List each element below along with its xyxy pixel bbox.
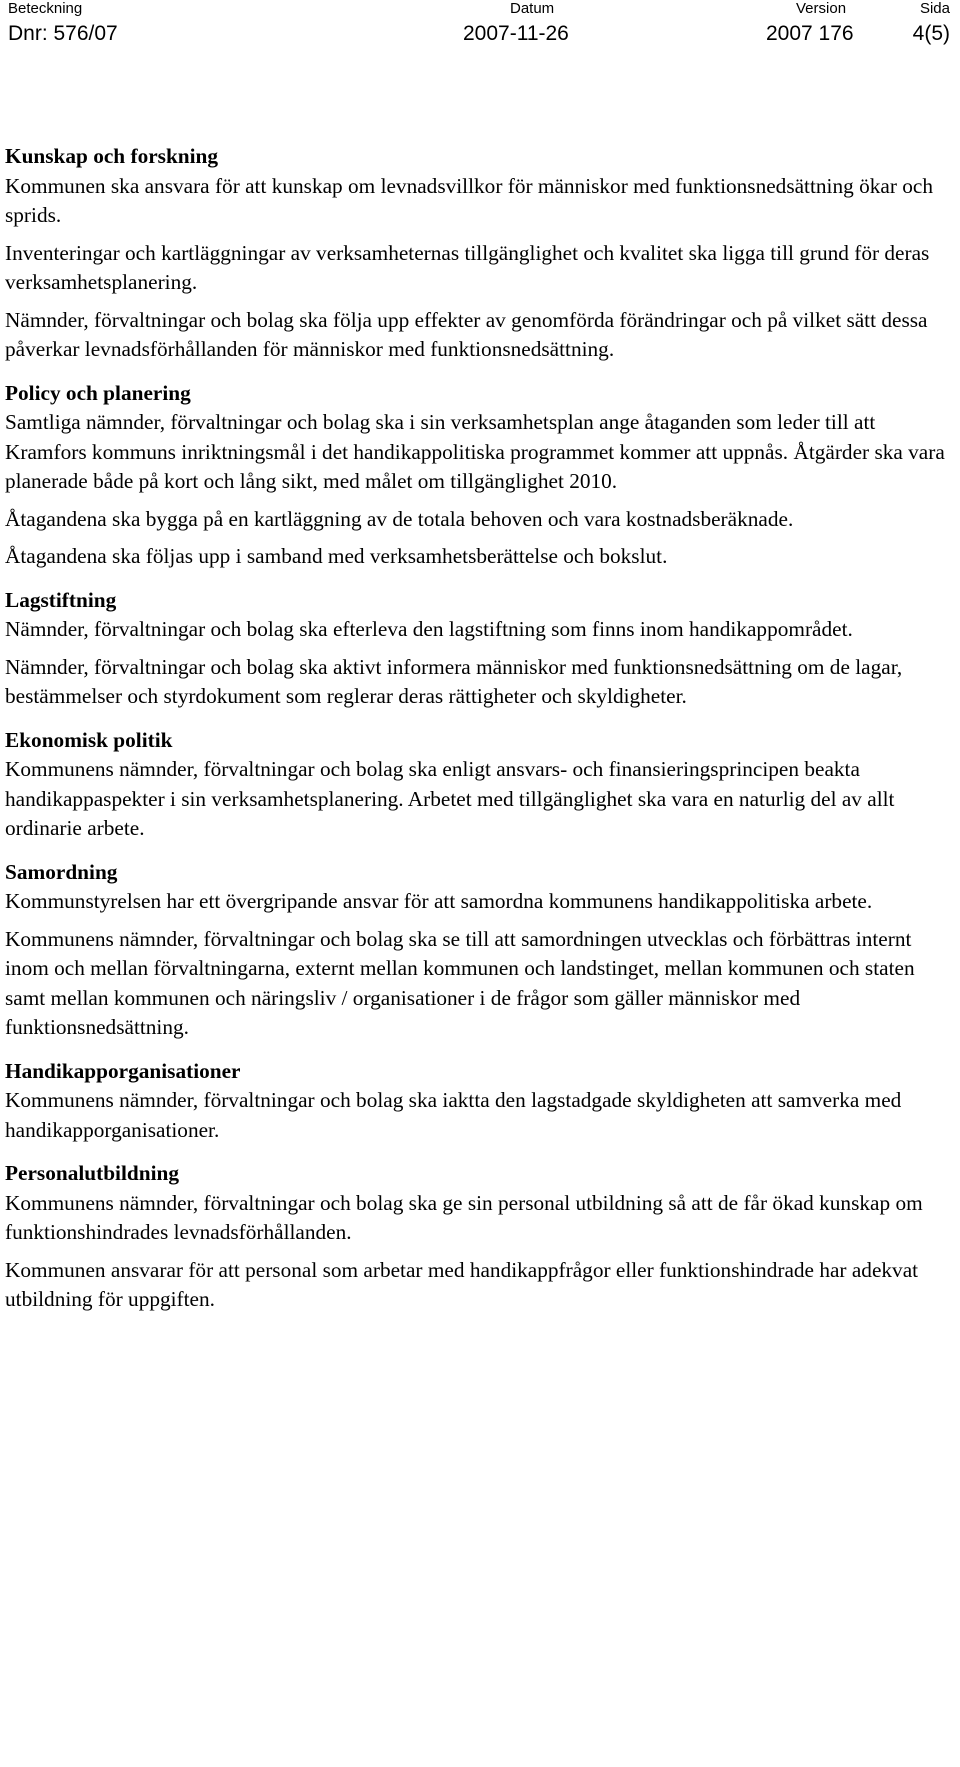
section-paragraph: Kommunen ansvarar för att personal som arbetar med handikappfrågor eller funktionshindrade har adekvat utbildning för uppgiften. [5,1257,919,1311]
version-label: Version [796,0,847,17]
section-paragraph: Nämnder, förvaltningar och bolag ska aktivt informera människor med funktionsnedsättning om de lagar, bestämmelser och styrdokument som reglerar deras rättigheter och skyldigheter. [5,654,903,708]
datum-label: Datum [510,0,555,17]
section-title: Samordning [5,859,118,884]
header-beteckning [8,0,118,48]
document-header [0,0,960,60]
section-paragraph: Åtagandena ska följas upp i samband med verksamhetsberättelse och bokslut. [5,544,668,568]
section-paragraph: Kommunens nämnder, förvaltningar och bolag ska enligt ansvars- och finansieringsprincipen beakta handikappaspekter i sin verksamhetsplanering. Arbetet med tillgänglighet ska vara en naturlig del av allt ordinarie arbete. [5,757,895,840]
datum-value: 2007-11-26 [463,22,569,45]
header-sida [913,0,950,48]
document-body [5,142,955,1329]
section [5,858,955,1043]
section [5,379,955,572]
section-paragraph: Kommunen ska ansvara för att kunskap om levnadsvillkor för människor med funktionsnedsättning ökar och sprids. [5,173,933,227]
section-title: Policy och planering [5,380,191,405]
section [5,726,955,844]
section [5,142,955,365]
sida-label: Sida [919,0,950,17]
section-title: Handikapporganisationer [5,1058,241,1083]
section [5,586,955,712]
section-paragraph: Kommunens nämnder, förvaltningar och bolag ska se till att samordningen utvecklas och förbättras internt inom och mellan förvaltningarna, externt mellan kommunen och landstinget, mellan kommunen och staten samt mellan kommunen och näringsliv / organisationer i de frågor som gäller människor med funktionsnedsättning. [5,926,915,1039]
sida-value: 4(5) [912,22,950,45]
beteckning-value: Dnr: 576/07 [8,22,118,45]
section-paragraph: Åtagandena ska bygga på en kartläggning av de totala behoven och vara kostnadsberäknade. [5,506,794,531]
header-datum [463,0,569,48]
section-paragraph: Kommunens nämnder, förvaltningar och bolag ska ge sin personal utbildning så att de får ökad kunskap om funktionshindrades levnadsförhållanden. [5,1190,923,1244]
section-title: Lagstiftning [5,587,117,612]
section-paragraph: Inventeringar och kartläggningar av verksamheternas tillgänglighet och kvalitet ska ligga till grund för deras verksamhetsplanering. [5,240,930,294]
section-paragraph: Nämnder, förvaltningar och bolag ska efterleva den lagstiftning som finns inom handikappområdet. [5,617,853,641]
section-paragraph: Nämnder, förvaltningar och bolag ska följa upp effekter av genomförda förändringar och på vilket sätt dessa påverkar levnadsförhållanden för människor med funktionsnedsättning. [5,307,928,361]
section [5,1159,955,1315]
section-title: Personalutbildning [5,1161,179,1185]
header-version [766,0,854,48]
section-paragraph: Kommunens nämnder, förvaltningar och bolag ska iaktta den lagstadgade skyldigheten att samverka med handikapporganisationer. [5,1088,902,1142]
section [5,1057,955,1146]
section-title: Ekonomisk politik [5,727,173,752]
section-paragraph: Kommunstyrelsen har ett övergripande ansvar för att samordna kommunens handikappolitiska arbete. [5,889,873,913]
section-title: Kunskap och forskning [5,144,219,168]
beteckning-label: Beteckning [8,0,83,17]
section-paragraph: Samtliga nämnder, förvaltningar och bolag ska i sin verksamhetsplan ange åtaganden som leder till att Kramfors kommuns inriktningsmål i det handikappolitiska programmet kommer att uppnås. Åtgärder ska vara planerade både på kort och lång sikt, med målet om tillgänglighet 2010. [5,410,945,493]
version-value: 2007 176 [766,22,854,45]
